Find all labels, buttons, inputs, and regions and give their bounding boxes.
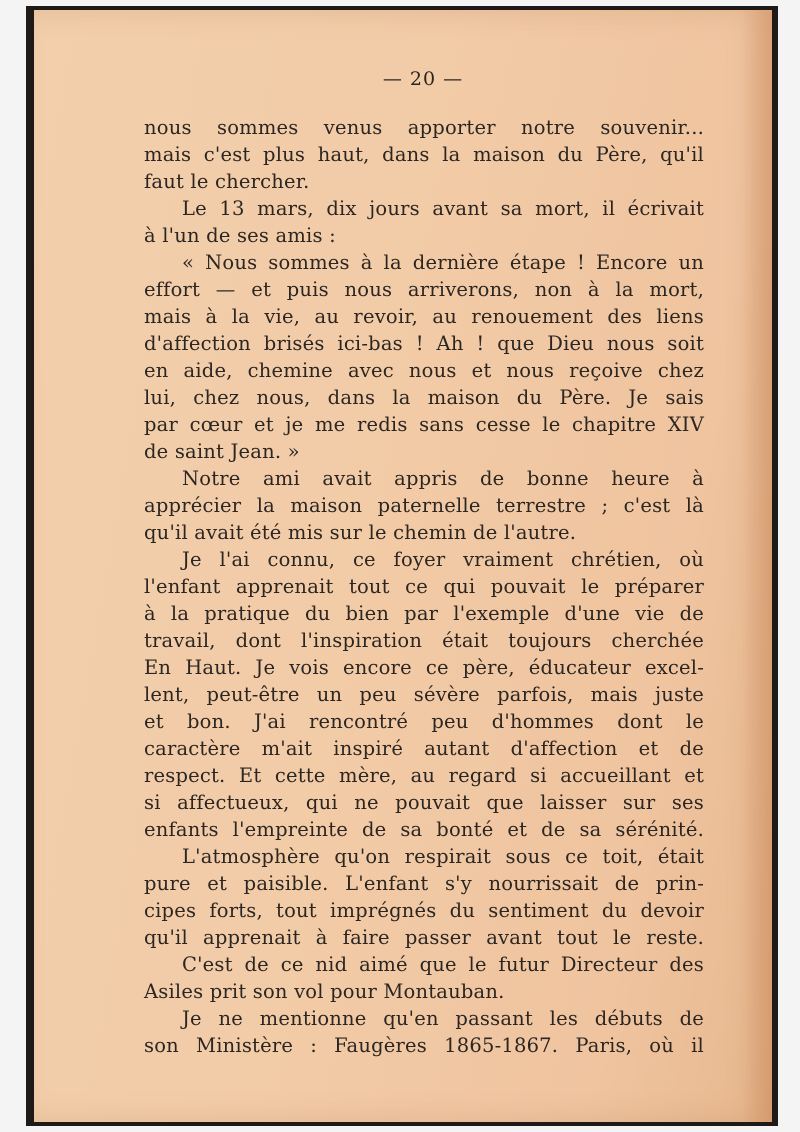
text-line: C'est de ce nid aimé que le futur Directeur des — [182, 953, 704, 976]
text-line: L'atmosphère qu'on respirait sous ce toit, était — [182, 845, 704, 868]
text-line: apprécier la maison paternelle terrestre ; c'est là — [144, 494, 704, 517]
text-line: effort — et puis nous arriverons, non à la mort, — [144, 278, 704, 301]
text-line: Notre ami avait appris de bonne heure à — [182, 467, 704, 490]
text-line: qu'il apprenait à faire passer avant tout le reste. — [144, 926, 704, 949]
text-line: en aide, chemine avec nous et nous reçoive chez — [144, 359, 704, 382]
text-line: cipes forts, tout imprégnés du sentiment du devoir — [144, 899, 704, 922]
text-line: Le 13 mars, dix jours avant sa mort, il écrivait — [182, 197, 704, 220]
text-line: Asiles prit son vol pour Montauban. — [144, 980, 505, 1003]
text-line: pure et paisible. L'enfant s'y nourrissait de prin- — [144, 872, 704, 895]
text-line: à la pratique du bien par l'exemple d'une vie de — [144, 602, 704, 625]
text-line: de saint Jean. » — [144, 440, 300, 463]
text-line: si affectueux, qui ne pouvait que laisser sur ses — [144, 791, 704, 814]
text-line: l'enfant apprenait tout ce qui pouvait le préparer — [144, 575, 704, 598]
text-line: d'affection brisés ici-bas ! Ah ! que Dieu nous soit — [144, 332, 704, 355]
page-number: — 20 — — [382, 68, 464, 90]
text-line: lui, chez nous, dans la maison du Père. Je sais — [144, 386, 704, 409]
text-line: respect. Et cette mère, au regard si accueillant et — [144, 764, 704, 787]
text-line: lent, peut-être un peu sévère parfois, mais juste — [144, 683, 704, 706]
text-line: mais c'est plus haut, dans la maison du Père, qu'il — [144, 143, 704, 166]
text-line: faut le chercher. — [144, 170, 310, 193]
text-line: mais à la vie, au revoir, au renouement des liens — [144, 305, 704, 328]
book-page — [34, 10, 772, 1122]
text-line: nous sommes venus apporter notre souvenir... — [144, 116, 704, 139]
text-line: « Nous sommes à la dernière étape ! Encore un — [182, 251, 704, 274]
text-line: Je l'ai connu, ce foyer vraiment chrétien, où — [182, 548, 704, 571]
body-text — [144, 114, 704, 1059]
text-line: enfants l'empreinte de sa bonté et de sa sérénité. — [144, 818, 704, 841]
text-line: travail, dont l'inspiration était toujours cherchée — [144, 629, 704, 652]
text-line: et bon. J'ai rencontré peu d'hommes dont le — [144, 710, 704, 733]
text-line: Je ne mentionne qu'en passant les débuts de — [182, 1007, 704, 1030]
page-edge-shadow — [742, 10, 772, 1122]
text-line: son Ministère : Faugères 1865-1867. Paris, où il — [144, 1034, 704, 1057]
text-line: En Haut. Je vois encore ce père, éducateur excel- — [144, 656, 704, 679]
text-line: caractère m'ait inspiré autant d'affection et de — [144, 737, 704, 760]
text-line: par cœur et je me redis sans cesse le chapitre XIV — [144, 413, 704, 436]
text-line: qu'il avait été mis sur le chemin de l'autre. — [144, 521, 577, 544]
text-line: à l'un de ses amis : — [144, 224, 336, 247]
